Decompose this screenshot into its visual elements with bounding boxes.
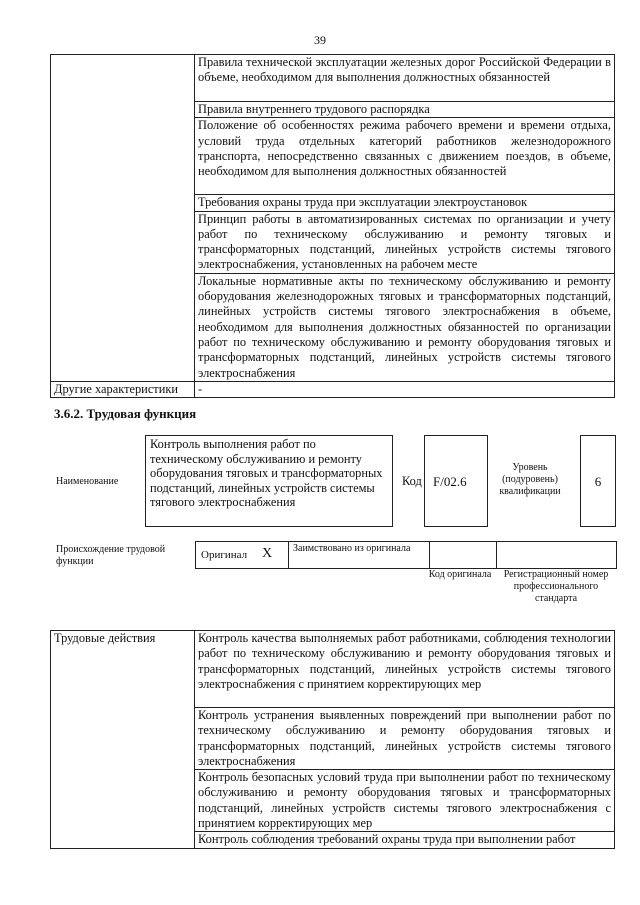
divider (496, 541, 497, 568)
borrowed-label: Заимствовано из оригинала (293, 543, 411, 554)
origin-box (195, 541, 617, 569)
level-value: 6 (594, 474, 602, 489)
section-heading: 3.6.2. Трудовая функция (54, 406, 197, 421)
table-cell: Правила внутреннего трудового распорядка (195, 102, 615, 118)
row-label-empty (51, 55, 195, 382)
level-box (580, 435, 616, 527)
table-cell: Принцип работы в автоматизированных системах по организации и учету работ по техническому обслуживанию и ремонту тяговых и трансформаторных подстанций, линейных устройств системы тягового электроснабжения, установленных на рабочем месте (195, 211, 615, 273)
original-label: Оригинал (201, 549, 248, 561)
table-cell: Положение об особенностях режима рабочего времени и времени отдыха, условий труда отдельных категорий работников железнодорожного транспорта, непосредственно связанных с движением поездов, в объеме, необходимом для выполнения должностных обязанностей (195, 118, 615, 195)
table-cell: Контроль качества выполняемых работ работниками, соблюдения технологии работ по техническому обслуживанию и ремонту оборудования тяговых и трансформаторных подстанций, линейных устройств системы тягового электроснабжения с принятием корректирующих мер (195, 631, 615, 708)
function-name-box (145, 435, 393, 527)
table-row (51, 381, 615, 397)
actions-table (50, 630, 615, 849)
origin-label: Происхождение трудовой функции (56, 544, 166, 567)
function-name-text: Контроль выполнения работ по техническому обслуживанию и ремонту оборудования тяговых и трансформаторных подстанций, линейных устройств системы тягового электроснабжения (150, 437, 383, 510)
table-cell: Локальные нормативные акты по техническому обслуживанию и ремонту оборудования железнодорожных тяговых и трансформаторных подстанций, линейных устройств системы тягового электроснабжения в объеме, необходимом для выполнения должностных обязанностей по организации работ по техническому обслуживанию и ремонту оборудования тяговых и трансформаторных подстанций, линейных устройств системы тягового электроснабжения (195, 273, 615, 381)
table-cell: Контроль соблюдения требований охраны труда при выполнении работ (195, 832, 615, 848)
code-value: F/02.6 (433, 474, 467, 489)
code-box (424, 435, 488, 527)
table-row (51, 631, 615, 708)
knowledge-table (50, 54, 615, 398)
table-cell: Правила технической эксплуатации железных дорог Российской Федерации в объеме, необходимом для выполнения должностных обязанностей (195, 55, 615, 102)
code-original-caption: Код оригинала (428, 569, 492, 580)
level-label: Уровень (подуровень) квалификации (499, 462, 561, 497)
original-mark: X (262, 546, 273, 561)
other-characteristics-value: - (195, 381, 615, 397)
other-characteristics-label: Другие характеристики (51, 381, 195, 397)
divider (429, 541, 430, 568)
name-label: Наименование (56, 476, 119, 487)
registration-caption: Регистрационный номер профессионального стандарта (503, 569, 609, 604)
table-cell: Контроль устранения выявленных повреждений при выполнении работ по техническому обслуживанию и ремонту оборудования тяговых и трансформаторных подстанций, линейных устройств системы тягового электроснабжения (195, 708, 615, 770)
actions-label: Трудовые действия (51, 631, 195, 849)
code-label: Код (402, 474, 422, 488)
table-cell: Контроль безопасных условий труда при выполнении работ по техническому обслуживанию и ремонту оборудования тяговых и трансформаторных подстанций, линейных устройств системы тягового электроснабжения с принятием корректирующих мер (195, 770, 615, 832)
table-row (51, 55, 615, 102)
divider (288, 541, 289, 568)
table-cell: Требования охраны труда при эксплуатации электроустановок (195, 195, 615, 211)
page-number: 39 (314, 33, 326, 47)
